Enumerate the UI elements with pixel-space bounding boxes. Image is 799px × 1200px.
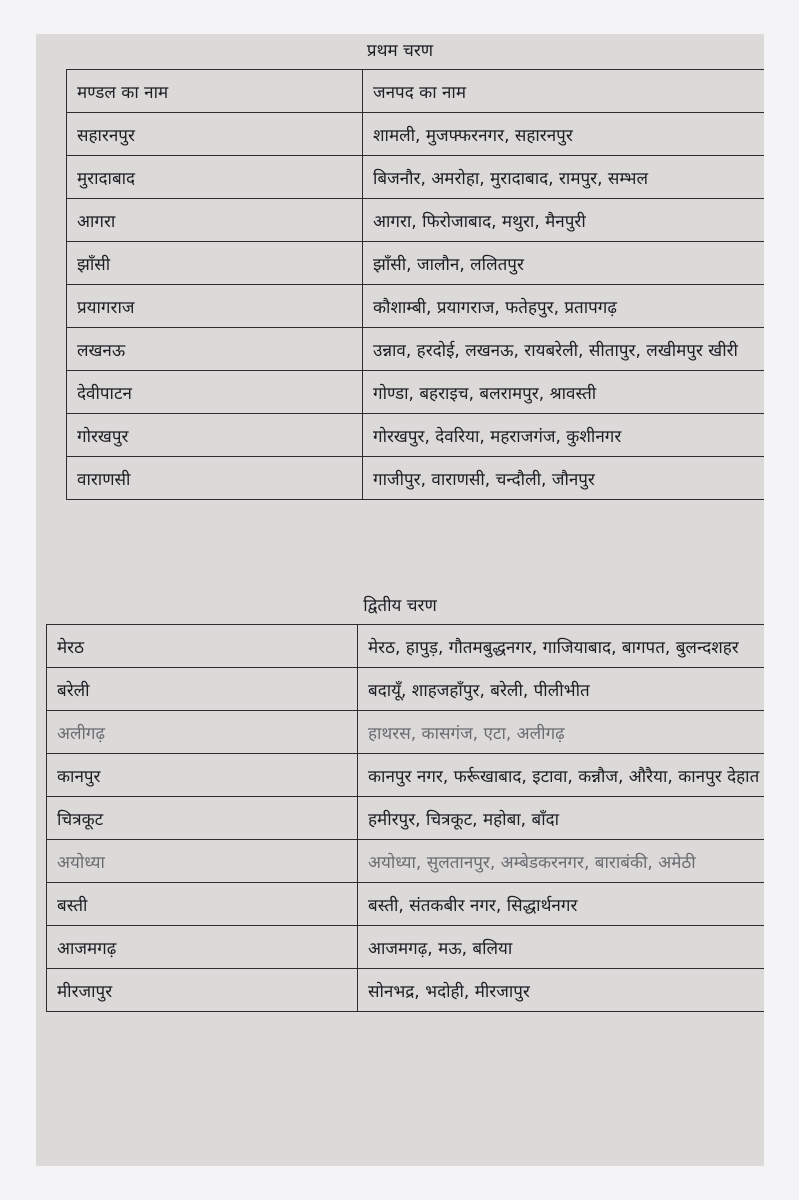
- division-cell: अयोध्या: [47, 840, 358, 883]
- districts-cell: कौशाम्बी, प्रयागराज, फतेहपुर, प्रतापगढ़: [363, 285, 765, 328]
- districts-cell: बिजनौर, अमरोहा, मुरादाबाद, रामपुर, सम्भल: [363, 156, 765, 199]
- division-cell: देवीपाटन: [67, 371, 363, 414]
- division-cell: सहारनपुर: [67, 113, 363, 156]
- division-cell: झाँसी: [67, 242, 363, 285]
- table-row: [47, 969, 765, 1012]
- division-cell: लखनऊ: [67, 328, 363, 371]
- division-cell: अलीगढ़: [47, 711, 358, 754]
- table-row: [67, 113, 765, 156]
- table-row: [47, 883, 765, 926]
- phase2-title: द्वितीय चरण: [363, 596, 437, 616]
- districts-cell: सोनभद्र, भदोही, मीरजापुर: [358, 969, 765, 1012]
- districts-cell: बस्ती, संतकबीर नगर, सिद्धार्थनगर: [358, 883, 765, 926]
- division-cell: बस्ती: [47, 883, 358, 926]
- table-row: [67, 199, 765, 242]
- districts-cell: आगरा, फिरोजाबाद, मथुरा, मैनपुरी: [363, 199, 765, 242]
- districts-cell: गोण्डा, बहराइच, बलरामपुर, श्रावस्ती: [363, 371, 765, 414]
- table-row: [67, 457, 765, 500]
- phase1-table: [66, 69, 764, 500]
- division-cell: कानपुर: [47, 754, 358, 797]
- districts-cell: अयोध्या, सुलतानपुर, अम्बेडकरनगर, बाराबंकी, अमेठी: [358, 840, 765, 883]
- document-page: [36, 34, 764, 1166]
- table-row: [47, 797, 765, 840]
- phase1-title: प्रथम चरण: [366, 41, 434, 61]
- districts-cell: मेरठ, हापुड़, गौतमबुद्धनगर, गाजियाबाद, बागपत, बुलन्दशहर: [358, 625, 765, 668]
- districts-cell: उन्नाव, हरदोई, लखनऊ, रायबरेली, सीतापुर, लखीमपुर खीरी: [363, 328, 765, 371]
- division-cell: आजमगढ़: [47, 926, 358, 969]
- table-row: [47, 754, 765, 797]
- division-cell: गोरखपुर: [67, 414, 363, 457]
- table-row: [67, 328, 765, 371]
- division-cell: बरेली: [47, 668, 358, 711]
- table-row: [67, 371, 765, 414]
- division-cell: मुरादाबाद: [67, 156, 363, 199]
- districts-cell: झाँसी, जालौन, ललितपुर: [363, 242, 765, 285]
- table-row: [47, 926, 765, 969]
- districts-cell: कानपुर नगर, फर्रूखाबाद, इटावा, कन्नौज, औरैया, कानपुर देहात: [358, 754, 765, 797]
- table-row: [67, 242, 765, 285]
- districts-header: जनपद का नाम: [363, 70, 765, 113]
- division-header: मण्डल का नाम: [67, 70, 363, 113]
- table-row: [47, 840, 765, 883]
- districts-cell: गोरखपुर, देवरिया, महराजगंज, कुशीनगर: [363, 414, 765, 457]
- districts-cell: गाजीपुर, वाराणसी, चन्दौली, जौनपुर: [363, 457, 765, 500]
- division-cell: प्रयागराज: [67, 285, 363, 328]
- table-row: [47, 625, 765, 668]
- districts-cell: शामली, मुजफ्फरनगर, सहारनपुर: [363, 113, 765, 156]
- table-header-row: [67, 70, 765, 113]
- districts-cell: हाथरस, कासगंज, एटा, अलीगढ़: [358, 711, 765, 754]
- division-cell: आगरा: [67, 199, 363, 242]
- table-row: [67, 414, 765, 457]
- table-row: [67, 285, 765, 328]
- division-cell: वाराणसी: [67, 457, 363, 500]
- districts-cell: बदायूँ, शाहजहाँपुर, बरेली, पीलीभीत: [358, 668, 765, 711]
- division-cell: चित्रकूट: [47, 797, 358, 840]
- districts-cell: आजमगढ़, मऊ, बलिया: [358, 926, 765, 969]
- division-cell: मेरठ: [47, 625, 358, 668]
- phase2-table: [46, 624, 764, 1012]
- table-row: [47, 668, 765, 711]
- table-row: [67, 156, 765, 199]
- division-cell: मीरजापुर: [47, 969, 358, 1012]
- districts-cell: हमीरपुर, चित्रकूट, महोबा, बाँदा: [358, 797, 765, 840]
- table-row: [47, 711, 765, 754]
